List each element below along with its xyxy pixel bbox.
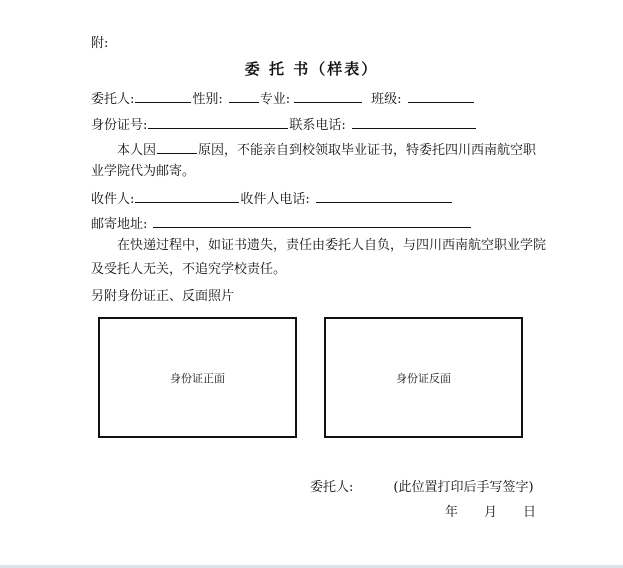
id-front-label: 身份证正面 <box>170 371 225 385</box>
recipient-blank[interactable] <box>135 190 239 203</box>
address-blank[interactable] <box>153 215 471 228</box>
major-blank[interactable] <box>294 90 362 103</box>
recipient-row <box>91 190 453 208</box>
id-back-label: 身份证反面 <box>396 371 451 385</box>
liability-paragraph-line1: 在快递过程中，如证书遗失，责任由委托人自负，与四川西南航空职业学院 <box>117 238 547 253</box>
client-label: 委托人: <box>91 92 135 107</box>
class-blank[interactable] <box>408 90 474 103</box>
recipient-phone-label: 收件人电话: <box>240 192 310 207</box>
major-label: 专业: <box>259 92 291 107</box>
signature-instruction: (此位置打印后手写签字) <box>393 480 534 495</box>
liability-paragraph-line2: 及受托人无关，不追究学校责任。 <box>91 262 287 277</box>
client-name-blank[interactable] <box>135 90 191 103</box>
reason-prefix: 本人因 <box>117 143 157 158</box>
address-row <box>91 215 472 233</box>
class-label: 班级: <box>371 92 402 107</box>
recipient-label: 收件人: <box>91 192 135 207</box>
reason-blank[interactable] <box>157 141 197 154</box>
id-front-photo-box <box>98 317 297 438</box>
id-number-blank[interactable] <box>148 116 288 129</box>
attachment-note: 另附身份证正、反面照片 <box>91 289 235 304</box>
contact-phone-label: 联系电话: <box>289 118 346 133</box>
address-label: 邮寄地址: <box>91 217 148 232</box>
gender-label: 性别: <box>192 92 223 107</box>
signature-date: 年 月 日 <box>445 505 537 520</box>
id-number-label: 身份证号: <box>91 118 148 133</box>
document-title: 委 托 书（样表） <box>244 60 379 78</box>
client-info-row <box>91 90 475 108</box>
reason-paragraph-line2: 业学院代为邮寄。 <box>91 164 196 179</box>
attachment-label: 附: <box>91 36 109 51</box>
contact-phone-blank[interactable] <box>352 116 476 129</box>
id-back-photo-box <box>324 317 523 438</box>
id-phone-row <box>91 116 477 134</box>
reason-suffix: 原因，不能亲自到校领取毕业证书，特委托四川西南航空职 <box>198 143 537 158</box>
signature-row <box>310 480 534 496</box>
reason-paragraph-line1 <box>117 141 536 159</box>
signature-client-label: 委托人: <box>310 480 354 495</box>
recipient-phone-blank[interactable] <box>316 190 452 203</box>
gender-blank[interactable] <box>229 90 259 103</box>
